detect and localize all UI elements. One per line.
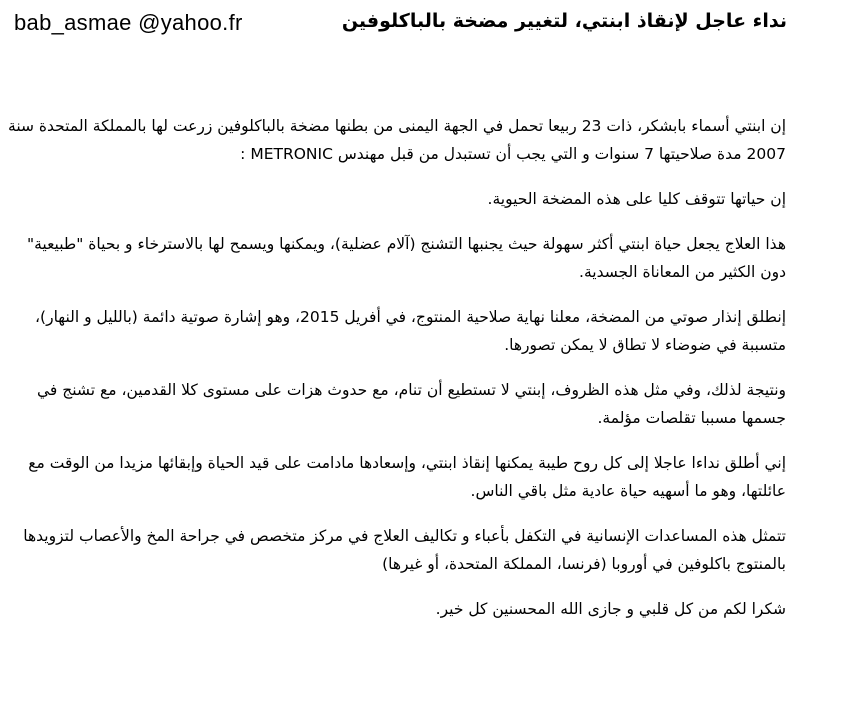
paragraph-appeal: إني أطلق نداءا عاجلا إلى كل روح طيبة يمكنها إنقاذ ابنتي، وإسعادها مادامت على قيد الحياة وإبقائها مزيدا من الوقت مع عائلتها، وهو ما أسهيه حياة عادية مثل باقي الناس. <box>28 454 786 500</box>
paragraph-alarm: إنطلق إنذار صوتي من المضخة، معلنا نهاية صلاحية المنتوج، في أفريل 2015، وهو إشارة صوتية دائمة (بالليل و النهار)، متسببة في ضوضاء لا تطاق لا يمكن تصورها. <box>35 308 786 354</box>
paragraph-assistance: تتمثل هذه المساعدات الإنسانية في التكفل بأعباء و تكاليف العلاج في مركز متخصص في جراحة المخ والأعصاب لتزويدها بالمنتوج باكلوفين في أوروبا (فرنسا، المملكة المتحدة، أو غيرها) <box>23 527 786 573</box>
paragraph-intro: إن ابنتي أسماء بابشكر، ذات 23 ربيعا تحمل في الجهة اليمنى من بطنها مضخة بالباكلوفين زرعت لها بالمملكة المتحدة سنة 2007 مدة صلاحيتها 7 سنوات و التي يجب أن تستبدل من قبل مهندس METRONIC : <box>8 117 786 163</box>
email-address: bab_asmae @yahoo.fr <box>14 10 243 35</box>
paragraph-dependency: إن حياتها تتوقف كليا على هذه المضخة الحيوية. <box>487 190 786 208</box>
title-text: نداء عاجل لإنقاذ ابنتي، لتغيير مضخة بالباكلوفين <box>341 10 787 32</box>
paragraph-thanks: شكرا لكم من كل قلبي و جازى الله المحسنين كل خير. <box>435 600 786 618</box>
paragraph-treatment: هذا العلاج يجعل حياة ابنتي أكثر سهولة حيث يجنبها التشنج (آلام عضلية)، ويمكنها ويسمح لها بالاسترخاء و بحياة "طبيعية" دون الكثير من المعاناة الجسدية. <box>26 235 786 281</box>
letter-body <box>0 112 786 640</box>
document-title <box>342 10 787 32</box>
document-header <box>0 0 851 44</box>
paragraph-consequences: ونتيجة لذلك، وفي مثل هذه الظروف، إبنتي لا تستطيع أن تنام، مع حدوث هزات على مستوى كلا القدمين، مع تشنج في جسمها مسببا تقلصات مؤلمة. <box>36 381 786 427</box>
